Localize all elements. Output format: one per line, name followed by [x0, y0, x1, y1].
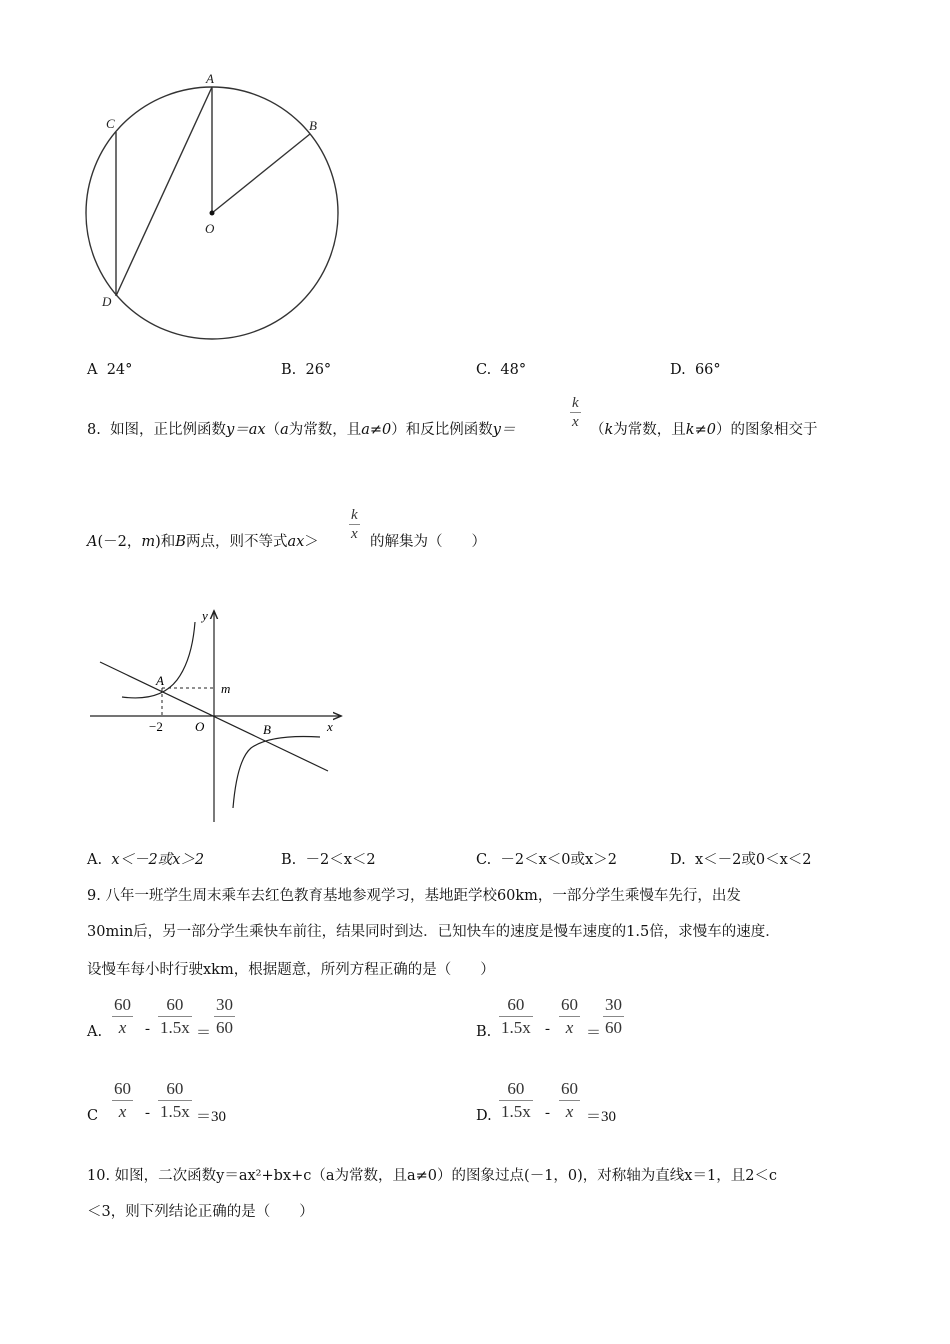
label-d: D: [102, 294, 112, 309]
q8-option-b[interactable]: [281, 850, 376, 870]
minus-sign: -: [545, 1021, 550, 1037]
option-letter: D.: [476, 1108, 492, 1124]
q9-line2: 30min后，另一部分学生乘快车前往，结果同时到达．已知快车的速度是慢车速度的1.5倍，求慢车的速度．: [87, 924, 780, 940]
numerator: 60: [507, 995, 525, 1014]
option-letter: A.: [87, 1024, 103, 1040]
option-letter: D.: [670, 362, 686, 378]
circle-figure: [80, 70, 350, 350]
numerator: 30: [216, 995, 233, 1014]
text: ）和反比例函数: [391, 422, 493, 438]
operator: ＞: [304, 534, 319, 550]
condition: k≠0: [685, 422, 716, 438]
segment-ob: [212, 134, 310, 213]
denominator: 1.5x: [160, 1102, 190, 1121]
numerator: 30: [605, 995, 622, 1014]
expression: ax: [287, 534, 305, 550]
function-graph: [85, 600, 350, 830]
q8-option-d[interactable]: [670, 850, 811, 870]
option-letter: A: [87, 362, 98, 378]
option-text: 48°: [500, 362, 527, 378]
fraction-k-over-x-2: [349, 506, 360, 543]
option-text: 24°: [106, 362, 133, 378]
label-b: B: [309, 118, 317, 133]
minus-sign: -: [545, 1105, 550, 1121]
x-axis-label: x: [327, 719, 333, 734]
segment-ad: [116, 87, 212, 296]
equals-sign: ＝: [196, 1025, 212, 1041]
text: 两点，则不等式: [185, 534, 288, 550]
option-text: 26°: [305, 362, 332, 378]
numerator: 60: [166, 1079, 184, 1098]
label-a: A: [206, 71, 214, 86]
q8-line2: [87, 532, 319, 552]
equals-value: ＝30: [586, 1109, 617, 1125]
numerator: 60: [561, 995, 578, 1014]
denominator: 60: [605, 1018, 622, 1037]
option-letter: D.: [670, 852, 686, 868]
option-text: x＜－2或0＜x＜2: [694, 852, 812, 868]
option-text: －2＜x＜2: [305, 852, 376, 868]
text: ）的图象相交于: [715, 422, 818, 438]
numerator: 60: [114, 995, 131, 1014]
denominator: x: [351, 526, 358, 542]
variable: a: [280, 422, 289, 438]
text: (－2，: [97, 534, 142, 550]
text: 为常数，且: [288, 422, 362, 438]
denominator: x: [118, 1018, 127, 1037]
variable: k: [604, 422, 614, 438]
label-c: C: [106, 116, 115, 131]
fraction-2: [158, 1078, 192, 1123]
neg2-label: −2: [149, 719, 163, 734]
option-letter: C: [87, 1108, 99, 1124]
fraction-1: [112, 994, 133, 1039]
option-text: －2＜x＜0或x＞2: [500, 852, 617, 868]
q7-option-c[interactable]: [476, 360, 526, 380]
option-letter: C.: [476, 852, 492, 868]
text: )和: [155, 534, 176, 550]
text: 为常数，且: [613, 422, 686, 438]
point-b-label: B: [263, 722, 271, 737]
fraction-1: [112, 1078, 133, 1123]
fraction-3: [214, 994, 235, 1039]
equation: y＝: [492, 422, 516, 438]
option-letter: A.: [87, 852, 103, 868]
numerator: 60: [561, 1079, 578, 1098]
denominator: x: [572, 414, 579, 430]
q8-option-c[interactable]: [476, 850, 617, 870]
fraction-3: [603, 994, 624, 1039]
y-axis-label: y: [202, 608, 208, 623]
numerator: k: [572, 395, 579, 411]
denominator: x: [565, 1018, 574, 1037]
origin-label: O: [195, 719, 205, 734]
q10-line2: ＜3，则下列结论正确的是（ ）: [87, 1204, 314, 1220]
q10-line1: 10. 如图，二次函数y＝ax²+bx+c（a为常数，且a≠0）的图象过点(－1，0)，对称轴为直线x＝1，且2＜c: [87, 1168, 778, 1184]
q8-line1-cont: [590, 420, 817, 440]
option-text: x＜－2或x＞2: [111, 852, 205, 868]
text: 如图，正比例函数: [110, 422, 227, 438]
equation: y＝ax: [226, 422, 266, 438]
point-a-label: A: [156, 673, 164, 688]
point-a: A: [87, 534, 98, 550]
numerator: k: [351, 507, 358, 523]
q7-option-d[interactable]: [670, 360, 721, 380]
q8-option-a[interactable]: [87, 850, 204, 870]
q9-line3: 设慢车每小时行驶xkm，根据题意，所列方程正确的是（ ）: [87, 962, 495, 978]
m-label: m: [221, 681, 231, 696]
option-letter: B.: [281, 362, 297, 378]
fraction-1: [499, 1078, 533, 1123]
numerator: 60: [114, 1079, 131, 1098]
condition: a≠0: [361, 422, 392, 438]
option-letter: B.: [281, 852, 297, 868]
fraction-2: [559, 994, 580, 1039]
point-b: B: [175, 534, 186, 550]
equals-value: ＝30: [196, 1109, 227, 1125]
center-point: [210, 211, 215, 216]
q9-line1: 9. 八年一班学生周末乘车去红色教育基地参观学习，基地距学校60km，一部分学生乘慢车先行，出发: [87, 888, 741, 904]
denominator: x: [565, 1102, 574, 1121]
denominator: 1.5x: [160, 1018, 190, 1037]
question-number: 8.: [87, 422, 101, 438]
denominator: 1.5x: [501, 1018, 531, 1037]
minus-sign: -: [145, 1105, 150, 1121]
fraction-k-over-x: [570, 394, 581, 431]
fraction-2: [559, 1078, 580, 1123]
minus-sign: -: [145, 1021, 150, 1037]
denominator: 60: [216, 1018, 233, 1037]
option-letter: C.: [476, 362, 492, 378]
fraction-2: [158, 994, 192, 1039]
option-letter: B.: [476, 1024, 492, 1040]
text: （: [590, 422, 605, 438]
text: 的解集为（ ）: [370, 534, 486, 550]
numerator: 60: [166, 995, 184, 1014]
denominator: 1.5x: [501, 1102, 531, 1121]
numerator: 60: [507, 1079, 525, 1098]
q7-option-a[interactable]: [87, 360, 132, 380]
variable: m: [141, 534, 156, 550]
hyperbola-branch-right: [233, 736, 320, 808]
fraction-1: [499, 994, 533, 1039]
option-text: 66°: [694, 362, 721, 378]
text: （: [265, 422, 281, 438]
label-o: O: [205, 221, 215, 236]
equals-sign: ＝: [586, 1025, 602, 1041]
q8-line2-cont: [370, 532, 486, 552]
q8-line1: [87, 420, 515, 440]
q7-option-b[interactable]: [281, 360, 331, 380]
denominator: x: [118, 1102, 127, 1121]
